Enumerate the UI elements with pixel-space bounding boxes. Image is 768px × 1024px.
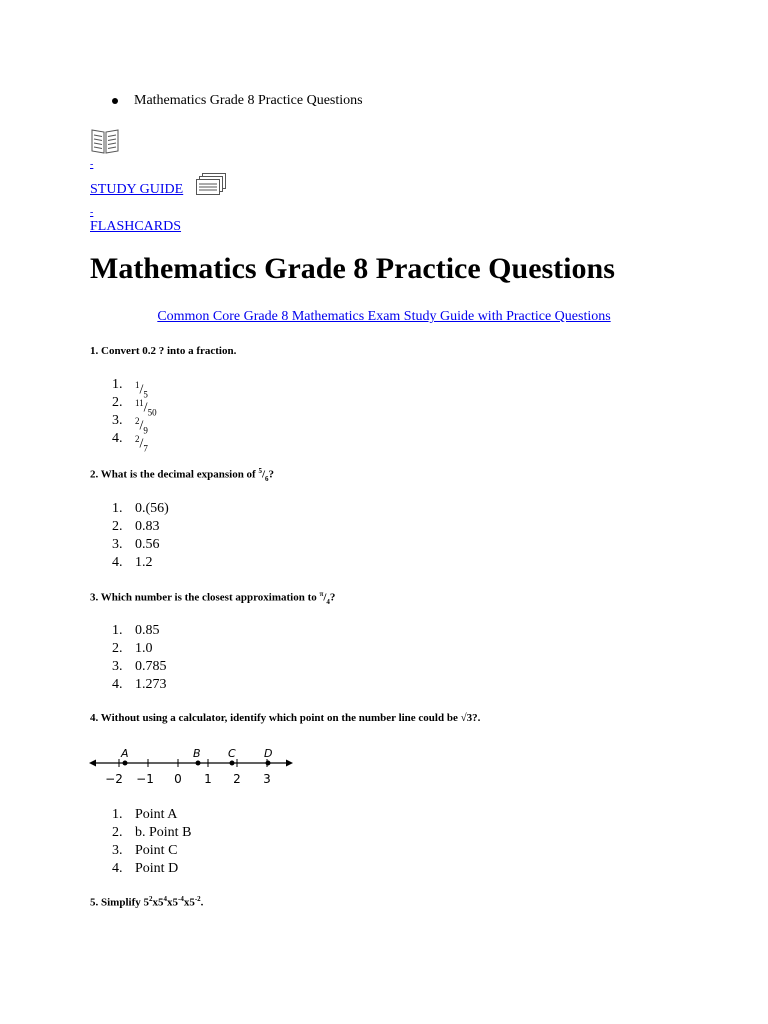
- list-item: [112, 376, 157, 400]
- fraction-option: [135, 376, 148, 400]
- book-icon[interactable]: [90, 126, 120, 156]
- option-text: 1.0: [135, 641, 153, 656]
- question-4-options: [112, 806, 191, 878]
- tick-label: 2: [233, 772, 241, 786]
- option-number: 3.: [112, 537, 123, 552]
- option-number: 4.: [112, 861, 123, 876]
- page-title: Mathematics Grade 8 Practice Questions: [90, 252, 615, 285]
- question-3-text: 3. Which number is the closest approximation to: [90, 591, 320, 604]
- option-number: 4.: [112, 677, 123, 692]
- study-guide-link[interactable]: STUDY GUIDE: [90, 182, 184, 197]
- frac-sep: /: [143, 400, 148, 416]
- frac-num: 2: [135, 434, 140, 444]
- question-suffix: ?: [329, 591, 336, 604]
- list-item: [112, 554, 169, 572]
- q5-part: 5. Simplify 5: [90, 896, 149, 909]
- exponent: -2: [194, 895, 201, 903]
- option-number: 1.: [112, 501, 123, 516]
- option-number: 2.: [112, 825, 123, 840]
- option-text: 1.2: [135, 555, 153, 570]
- q5-part: x5: [183, 896, 195, 909]
- right-arrow-head: [286, 760, 293, 767]
- option-number: 1.: [112, 807, 123, 822]
- list-item: [112, 640, 167, 658]
- bullet-link-text[interactable]: Mathematics Grade 8 Practice Questions: [134, 93, 363, 108]
- question-1-text: 1. Convert 0.2 ? into a fraction.: [90, 345, 237, 357]
- list-item: [112, 842, 191, 860]
- option-number: 2.: [112, 641, 123, 656]
- list-item: [112, 394, 157, 418]
- option-text: 0.83: [135, 519, 160, 534]
- option-text: Point A: [135, 807, 178, 822]
- list-item: [112, 518, 169, 536]
- list-item: [112, 676, 167, 694]
- option-text: 0.785: [135, 659, 167, 674]
- list-item: [112, 860, 191, 878]
- frac-den: 50: [147, 407, 157, 418]
- option-number: 1.: [112, 623, 123, 638]
- frac-sep: /: [139, 418, 144, 434]
- bullet-list-item: [112, 93, 363, 109]
- frac-den: 7: [143, 443, 148, 454]
- point-c-dot: [230, 761, 235, 766]
- exponent: 2: [148, 895, 153, 903]
- exponent: 4: [163, 895, 167, 903]
- tick-label: 1: [204, 772, 212, 786]
- list-item: [112, 622, 167, 640]
- tick-label: −1: [136, 772, 154, 786]
- question-2-text: 2. What is the decimal expansion of: [90, 468, 259, 481]
- frac-num: π: [319, 590, 324, 598]
- question-4-text: 4. Without using a calculator, identify which point on the number line could be √3?.: [90, 712, 481, 724]
- option-text: 0.56: [135, 537, 160, 552]
- fraction-option: [135, 430, 148, 454]
- option-number: 4.: [112, 555, 123, 570]
- option-text: b. Point B: [135, 825, 192, 840]
- frac-sep: /: [323, 591, 327, 604]
- frac-num: 11: [135, 398, 144, 408]
- option-text: 0.(56): [135, 501, 169, 516]
- question-4: [90, 712, 480, 724]
- tiny-link-1[interactable]: -: [90, 159, 94, 170]
- option-number: 3.: [112, 659, 123, 674]
- study-guide-subtitle-link[interactable]: Common Core Grade 8 Mathematics Exam Study Guide with Practice Questions: [157, 309, 611, 324]
- option-text: 1.273: [135, 677, 167, 692]
- exponent: -4: [177, 895, 184, 903]
- bullet-dot: [112, 98, 118, 104]
- frac-num: 1: [135, 380, 140, 390]
- question-3-options: [112, 622, 167, 694]
- point-label-c: C: [228, 747, 236, 760]
- frac-sep: /: [139, 382, 144, 398]
- point-label-d: D: [264, 747, 273, 760]
- frac-den: 9: [143, 425, 148, 436]
- question-2-options: [112, 500, 169, 572]
- frac-num: 5: [258, 467, 262, 475]
- frac-num: 2: [135, 416, 140, 426]
- q5-part: x5: [166, 896, 178, 909]
- list-item: [112, 500, 169, 518]
- number-line-figure: [88, 740, 298, 790]
- list-item: [112, 824, 191, 842]
- fraction-option: [135, 394, 157, 418]
- frac-den: 6: [265, 474, 269, 483]
- point-label-b: B: [193, 747, 201, 760]
- list-item: [112, 658, 167, 676]
- list-item: [112, 806, 191, 824]
- frac-sep: /: [139, 436, 144, 452]
- tick-label: 0: [174, 772, 182, 786]
- option-number: 2.: [112, 395, 123, 410]
- question-5: [90, 895, 203, 909]
- option-number: 2.: [112, 519, 123, 534]
- point-d-dot: [266, 761, 271, 766]
- question-1-options: [112, 376, 157, 454]
- option-number: 3.: [112, 413, 123, 428]
- option-number: 1.: [112, 377, 123, 392]
- q5-part: .: [200, 896, 204, 909]
- option-text: 0.85: [135, 623, 160, 638]
- option-number: 4.: [112, 431, 123, 446]
- option-text: Point C: [135, 843, 178, 858]
- frac-den: 5: [143, 389, 148, 400]
- point-label-a: A: [121, 747, 129, 760]
- subtitle-row: [0, 309, 768, 325]
- tick-label: −2: [105, 772, 123, 786]
- frac-den: 4: [326, 597, 330, 606]
- question-2: [90, 467, 274, 483]
- point-b-dot: [196, 761, 201, 766]
- question-3: [90, 590, 335, 606]
- left-arrow-head: [89, 760, 96, 767]
- stacked-cards-icon[interactable]: [194, 171, 228, 199]
- tick-label: 3: [263, 772, 271, 786]
- q5-part: x5: [152, 896, 164, 909]
- frac-sep: /: [261, 468, 266, 481]
- fraction-option: [135, 412, 148, 436]
- list-item: [112, 430, 157, 454]
- point-a-dot: [123, 761, 128, 766]
- option-number: 3.: [112, 843, 123, 858]
- question-1: [90, 345, 236, 357]
- question-suffix: ?: [268, 468, 275, 481]
- option-text: Point D: [135, 861, 179, 876]
- list-item: [112, 536, 169, 554]
- tiny-link-2[interactable]: -: [90, 207, 94, 218]
- flashcards-link[interactable]: FLASHCARDS: [90, 219, 182, 234]
